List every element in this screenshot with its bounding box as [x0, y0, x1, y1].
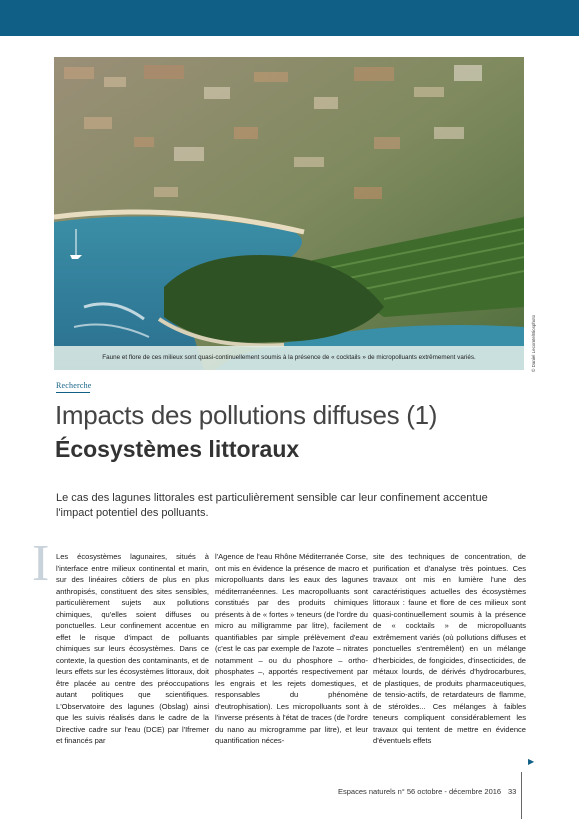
body-column-2 — [215, 551, 368, 747]
body-text-col1: Les écosystèmes lagunaires, situés à l'interface entre milieux continental et marin, sur des linéaires côtiers de plus en plus anthropisés, constituent des sites sensibles, particulièrement sujets aux pollutions chimiques, qu'elles soient diffuses ou ponctuelles. Leur confinement accentue en effet le risque d'impact de polluants chimiques sur leurs écosystèmes. Dans ce contexte, la question des contaminants, et de leurs effets sur les écosystèmes littoraux, doit être placée au centre des préoccupations autant politiques que scientifiques. L'Observatoire des lagunes (Obslag) ainsi que les suivis réalisés dans le cadre de la Directive cadre sur l'eau (DCE) par l'Ifremer et financés par — [56, 552, 209, 745]
body-column-1 — [56, 551, 209, 747]
section-label: Recherche — [56, 381, 92, 390]
page-number: 33 — [508, 787, 517, 796]
article-lead: Le cas des lagunes littorales est particulièrement sensible car leur confinement accentue l'impact potentiel des polluants. — [56, 492, 488, 519]
publication-footer: Espaces naturels n° 56 octobre - décembre 2016 — [338, 787, 502, 796]
footer-divider — [521, 772, 522, 819]
section-underline — [56, 392, 90, 393]
top-banner — [0, 0, 579, 36]
coastline-aerial-photo — [54, 57, 524, 370]
body-text-col3: site des techniques de concentration, de purification et d'analyse très pointues. Ces travaux ont mis en lumière l'une des caractéristiques actuelles des écosystèmes littoraux : faune et flore de ces milieux sont quasi-continuellement soumis à la présence de « cocktails » de micropolluants extrêmement variés (où pollutions diffuses et ponctuelles s'entremêlent) en un mélange d'herbicides, de fongicides, d'insecticides, de métaux lourds, de dérivés d'hydrocarbures, de plastiques, de produits pharmaceutiques, de tensio-actifs, de retardateurs de flamme, de stéroïdes... Ces mélanges à faibles teneurs compliquent considérablement les travaux qui tentent de mettre en évidence d'éventuels effets — [373, 552, 526, 745]
article-title: Impacts des pollutions diffuses (1) — [55, 400, 438, 430]
aerial-photo-illustration — [54, 57, 524, 370]
photo-caption: Faune et flore de ces milieux sont quasi-continuellement soumis à la présence de « cocktails » de micropolluants extrêmement variés. — [54, 346, 524, 370]
continue-arrow-icon: ▶ — [528, 757, 535, 766]
body-column-3 — [373, 551, 526, 747]
body-text-col2: l'Agence de l'eau Rhône Méditerranée Corse, ont mis en évidence la présence de macro et micropolluants dans les eaux des lagunes méditerranéennes. Les macropolluants sont constitués par des produits chimiques présents à de « fortes » teneurs (de l'ordre du micro au milligramme par litre), facilement quantifiables par simple prélèvement d'eau (c'est le cas par exemple de l'azote – nitrates notamment – ou du phosphore – ortho-phosphates –, apportés respectivement par les engrais et les rejets domestiques, et responsables du phénomène d'eutrophisation). Les micropolluants sont à l'inverse présents à l'état de traces (de l'ordre du nano au microgramme par litre), et leur quantification néces- — [215, 552, 368, 745]
article-subtitle: Écosystèmes littoraux — [55, 436, 300, 462]
photo-credit: © Daniel Lecomte/Biosphoto — [531, 314, 536, 372]
dropcap-letter: I — [32, 535, 50, 592]
